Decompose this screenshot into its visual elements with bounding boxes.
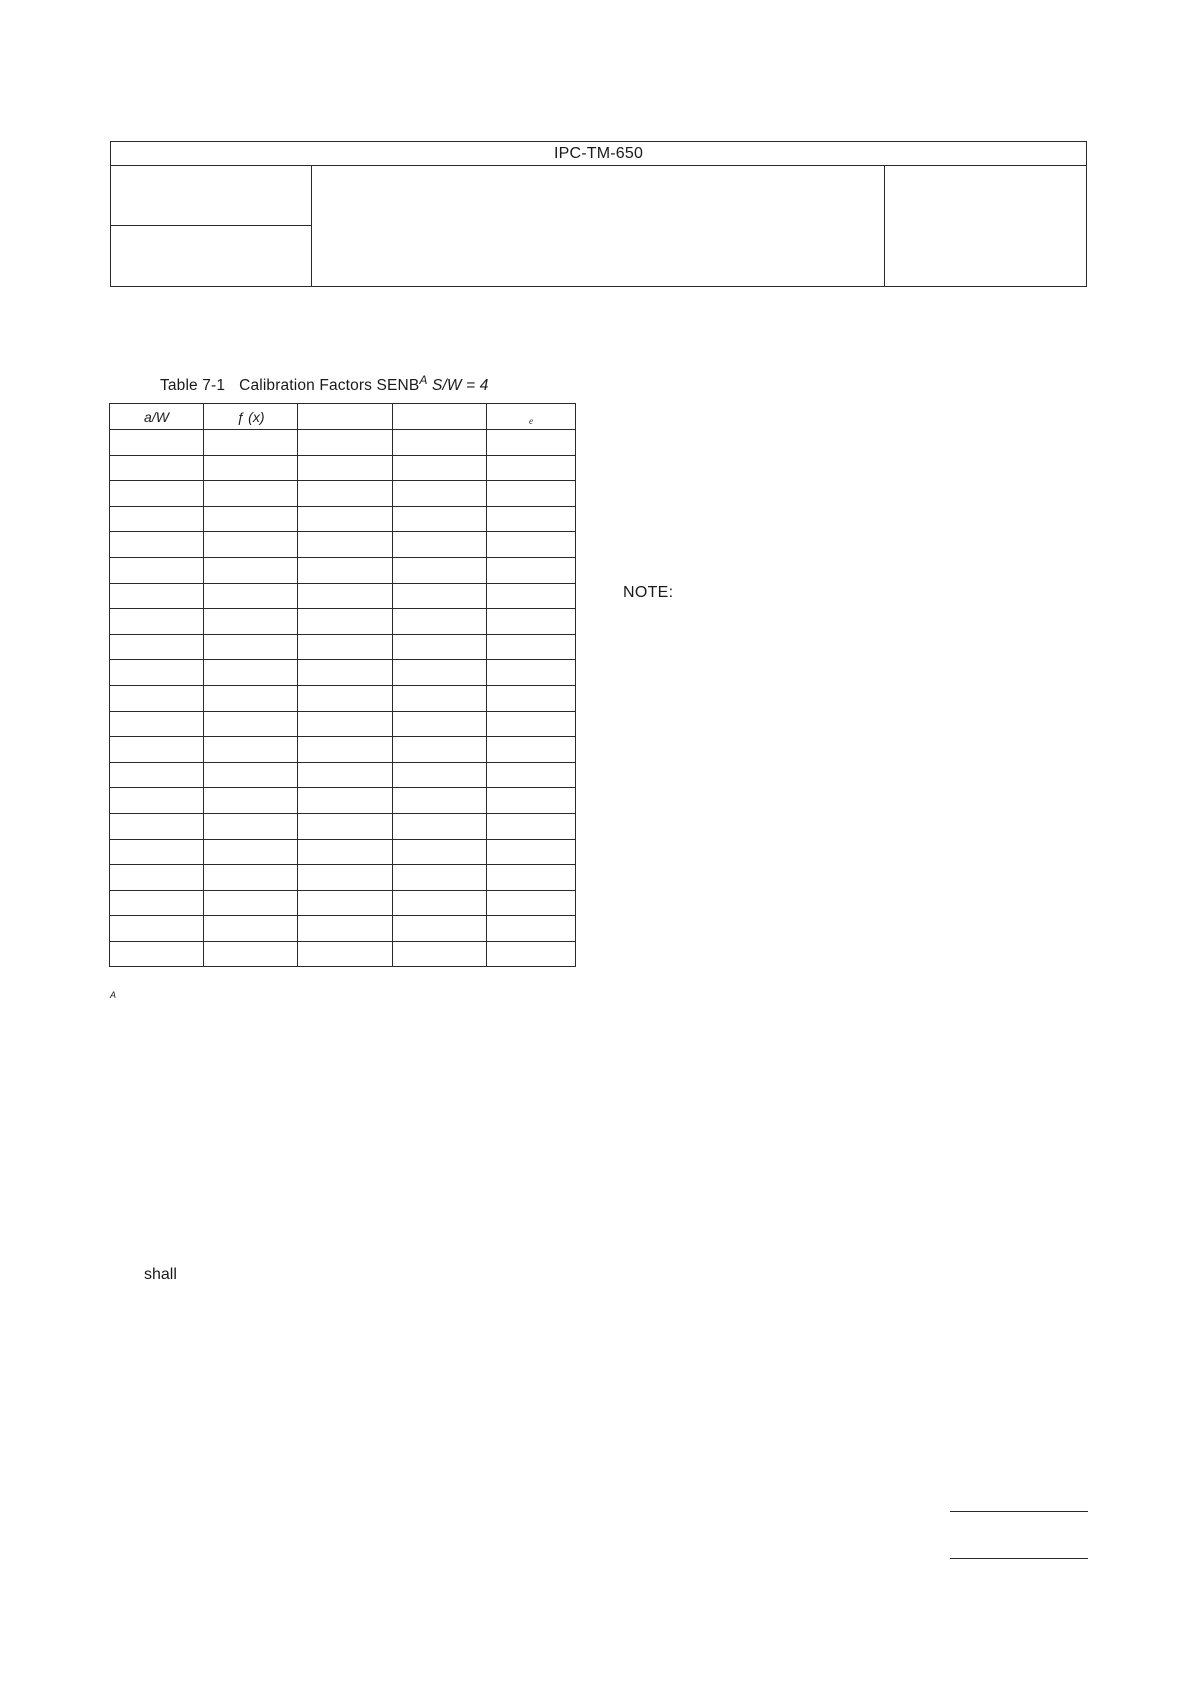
table-cell: [110, 813, 204, 839]
table-caption: [160, 373, 489, 395]
table-cell: [298, 839, 393, 865]
table-row: [110, 865, 576, 891]
table-cell: [110, 916, 204, 942]
table-row: [110, 711, 576, 737]
table-cell: [393, 609, 487, 635]
table-cell: [204, 813, 298, 839]
table-cell: [204, 660, 298, 686]
table-title-superscript: A: [419, 373, 428, 387]
table-cell: [393, 813, 487, 839]
table-cell: [487, 737, 576, 763]
signature-line: [950, 1511, 1088, 1512]
table-cell: [110, 711, 204, 737]
table-cell: [110, 865, 204, 891]
table-row: [110, 455, 576, 481]
table-title: Calibration Factors SENB: [239, 377, 420, 394]
table-cell: [204, 941, 298, 967]
table-cell: [110, 506, 204, 532]
table-cell: [298, 634, 393, 660]
table-cell: [487, 481, 576, 507]
table-cell: [298, 481, 393, 507]
table-cell: [298, 865, 393, 891]
table-cell: [393, 532, 487, 558]
table-cell: [487, 890, 576, 916]
table-cell: [487, 532, 576, 558]
table-cell: [298, 532, 393, 558]
signature-line: [950, 1558, 1088, 1559]
table-cell: [204, 865, 298, 891]
table-header-row: [110, 404, 576, 430]
table-cell: [110, 609, 204, 635]
column-header: [393, 404, 487, 430]
table-cell: [298, 711, 393, 737]
table-row: [110, 557, 576, 583]
table-cell: [487, 634, 576, 660]
table-cell: [110, 839, 204, 865]
table-row: [110, 762, 576, 788]
column-header: e: [487, 404, 576, 430]
table-cell: [393, 839, 487, 865]
table-title-ratio: S/W = 4: [431, 377, 489, 394]
table-cell: [110, 634, 204, 660]
table-row: [110, 788, 576, 814]
table-cell: [110, 455, 204, 481]
table-cell: [298, 813, 393, 839]
table-cell: [298, 685, 393, 711]
table-cell: [393, 583, 487, 609]
table-cell: [393, 455, 487, 481]
table-cell: [393, 788, 487, 814]
table-cell: [298, 430, 393, 456]
table-cell: [393, 481, 487, 507]
table-cell: [204, 634, 298, 660]
table-cell: [393, 865, 487, 891]
table-cell: [110, 762, 204, 788]
table-cell: [393, 890, 487, 916]
table-row: [110, 941, 576, 967]
table-cell: [487, 839, 576, 865]
header-cell-subject: [312, 165, 885, 286]
table-cell: [298, 455, 393, 481]
table-cell: [298, 916, 393, 942]
document-header: [110, 141, 1087, 287]
table-cell: [298, 737, 393, 763]
table-cell: [204, 737, 298, 763]
table-cell: [110, 788, 204, 814]
table-row: [110, 532, 576, 558]
table-cell: [487, 557, 576, 583]
table-cell: [487, 506, 576, 532]
table-cell: [298, 941, 393, 967]
table-cell: [204, 685, 298, 711]
table-cell: [393, 660, 487, 686]
table-cell: [204, 455, 298, 481]
table-cell: [487, 455, 576, 481]
table-number: Table 7-1: [160, 377, 226, 394]
table-cell: [487, 865, 576, 891]
table-row: [110, 634, 576, 660]
table-cell: [110, 737, 204, 763]
table-cell: [110, 660, 204, 686]
table-row: [110, 583, 576, 609]
table-cell: [204, 532, 298, 558]
table-cell: [204, 430, 298, 456]
table-cell: [110, 430, 204, 456]
table-cell: [393, 506, 487, 532]
table-cell: [110, 890, 204, 916]
table-cell: [487, 788, 576, 814]
table-cell: [487, 430, 576, 456]
table-cell: [110, 941, 204, 967]
table-cell: [487, 762, 576, 788]
table-cell: [393, 557, 487, 583]
table-row: [110, 737, 576, 763]
table-cell: [298, 660, 393, 686]
table-cell: [298, 762, 393, 788]
table-row: [110, 916, 576, 942]
table-cell: [487, 711, 576, 737]
table-cell: [204, 890, 298, 916]
table-cell: [204, 839, 298, 865]
column-header: ƒ (x): [204, 404, 298, 430]
table-cell: [204, 481, 298, 507]
document-title: IPC-TM-650: [111, 142, 1086, 166]
header-cell-date: [111, 226, 312, 286]
table-cell: [393, 430, 487, 456]
header-cell-revision: [885, 165, 1086, 286]
note-label: NOTE:: [623, 584, 674, 601]
table-cell: [487, 583, 576, 609]
table-cell: [110, 685, 204, 711]
table-cell: [393, 711, 487, 737]
body-text-fragment: shall: [144, 1266, 177, 1283]
header-cell-number: [111, 165, 312, 226]
column-header: [298, 404, 393, 430]
table-cell: [110, 481, 204, 507]
table-row: [110, 609, 576, 635]
table-cell: [487, 609, 576, 635]
table-cell: [298, 788, 393, 814]
table-cell: [204, 609, 298, 635]
table-cell: [298, 557, 393, 583]
table-cell: [204, 916, 298, 942]
table-row: [110, 685, 576, 711]
table-body: [110, 430, 576, 967]
table-cell: [487, 941, 576, 967]
table-cell: [110, 532, 204, 558]
table-cell: [487, 916, 576, 942]
table-cell: [487, 813, 576, 839]
table-cell: [393, 634, 487, 660]
table-cell: [298, 506, 393, 532]
table-cell: [204, 762, 298, 788]
table-cell: [204, 557, 298, 583]
table-cell: [393, 737, 487, 763]
table-cell: [204, 788, 298, 814]
table-cell: [393, 941, 487, 967]
table-cell: [204, 506, 298, 532]
table-row: [110, 839, 576, 865]
table-row: [110, 813, 576, 839]
table-cell: [393, 916, 487, 942]
table-cell: [110, 583, 204, 609]
table-cell: [204, 583, 298, 609]
table-row: [110, 430, 576, 456]
table-cell: [204, 711, 298, 737]
table-row: [110, 506, 576, 532]
table-cell: [298, 609, 393, 635]
table-cell: [393, 762, 487, 788]
table-cell: [110, 557, 204, 583]
table-row: [110, 481, 576, 507]
table-footnote-marker: A: [110, 990, 117, 1000]
table-cell: [298, 890, 393, 916]
table-row: [110, 890, 576, 916]
table-cell: [487, 685, 576, 711]
table-cell: [487, 660, 576, 686]
table-cell: [298, 583, 393, 609]
table-row: [110, 660, 576, 686]
column-header: a/W: [110, 404, 204, 430]
calibration-table: [109, 403, 576, 967]
table-cell: [393, 685, 487, 711]
